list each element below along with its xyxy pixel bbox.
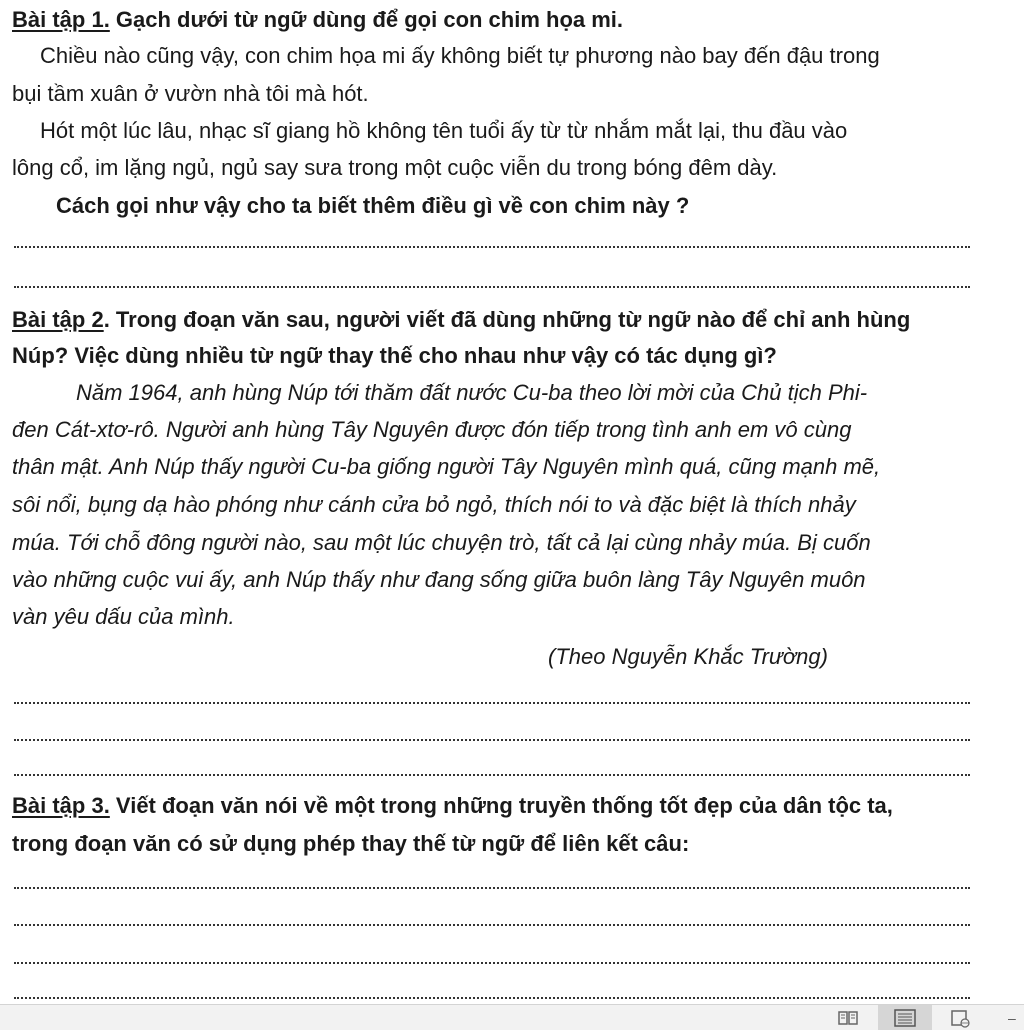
exercise-1-paragraph-2-line-1: Hót một lúc lâu, nhạc sĩ giang hồ không tên tuổi ấy từ từ nhắm mắt lại, thu đầu vào bbox=[40, 118, 848, 143]
answer-line[interactable] bbox=[14, 962, 970, 964]
exercise-1-paragraph-2-line-2: lông cổ, im lặng ngủ, ngủ say sưa trong một cuộc viễn du trong bóng đêm dày. bbox=[12, 155, 778, 180]
exercise-3-title bbox=[12, 792, 893, 820]
passage-line: Năm 1964, anh hùng Núp tới thăm đất nước Cu-ba theo lời mời của Chủ tịch Phi- bbox=[76, 380, 868, 405]
exercise-1-heading: Bài tập 1. bbox=[12, 7, 110, 32]
exercise-3-heading: Bài tập 3. bbox=[12, 793, 110, 818]
print-layout-icon[interactable] bbox=[878, 1005, 932, 1030]
exercise-1-question: Cách gọi như vậy cho ta biết thêm điều gì về con chim này ? bbox=[56, 193, 690, 218]
exercise-1-paragraph-1-line-1: Chiều nào cũng vậy, con chim họa mi ấy không biết tự phương nào bay đến đậu trong bbox=[40, 43, 880, 68]
exercise-2-instruction-line-1: . Trong đoạn văn sau, người viết đã dùng những từ ngữ nào để chỉ anh hùng bbox=[103, 307, 911, 332]
passage-line: vào những cuộc vui ấy, anh Núp thấy như đang sống giữa buôn làng Tây Nguyên muôn bbox=[12, 567, 866, 592]
exercise-1-title bbox=[12, 6, 623, 34]
read-mode-icon[interactable] bbox=[836, 1008, 860, 1028]
passage-line: múa. Tới chỗ đông người nào, sau một lúc chuyện trò, tất cả lại cùng nhảy múa. Bị cuốn bbox=[12, 530, 871, 555]
answer-line[interactable] bbox=[14, 286, 970, 288]
passage-line: vàn yêu dấu của mình. bbox=[12, 604, 235, 629]
passage-source: (Theo Nguyễn Khắc Trường) bbox=[548, 644, 828, 669]
answer-line[interactable] bbox=[14, 887, 970, 889]
exercise-1-paragraph-1-line-2: bụi tầm xuân ở vườn nhà tôi mà hót. bbox=[12, 81, 369, 106]
status-bar bbox=[0, 1004, 1024, 1030]
exercise-2-instruction-line-2: Núp? Việc dùng nhiều từ ngữ thay thế cho nhau như vậy có tác dụng gì? bbox=[12, 343, 777, 368]
answer-line[interactable] bbox=[14, 702, 970, 704]
answer-line[interactable] bbox=[14, 774, 970, 776]
answer-line[interactable] bbox=[14, 924, 970, 926]
exercise-3-instruction-line-1: Viết đoạn văn nói về một trong những truyền thống tốt đẹp của dân tộc ta, bbox=[109, 793, 893, 818]
web-layout-icon[interactable] bbox=[948, 1008, 972, 1028]
answer-line[interactable] bbox=[14, 246, 970, 248]
passage-line: sôi nổi, bụng dạ hào phóng như cánh cửa bỏ ngỏ, thích nói to và đặc biệt là thích nhảy bbox=[12, 492, 856, 517]
exercise-3-instruction-line-2: trong đoạn văn có sử dụng phép thay thế từ ngữ để liên kết câu: bbox=[12, 831, 690, 856]
exercise-2-heading: Bài tập 2 bbox=[12, 307, 104, 332]
passage-line: thân mật. Anh Núp thấy người Cu-ba giống người Tây Nguyên mình quá, cũng mạnh mẽ, bbox=[12, 454, 881, 479]
passage-line: đen Cát-xtơ-rô. Người anh hùng Tây Nguyên được đón tiếp trong tình anh em vô cùng bbox=[12, 417, 852, 442]
exercise-1-instruction: Gạch dưới từ ngữ dùng để gọi con chim họa mi. bbox=[109, 7, 624, 32]
answer-line[interactable] bbox=[14, 739, 970, 741]
answer-line[interactable] bbox=[14, 997, 970, 999]
exercise-2-title bbox=[12, 306, 910, 334]
zoom-out-button[interactable]: – bbox=[1008, 1010, 1016, 1026]
